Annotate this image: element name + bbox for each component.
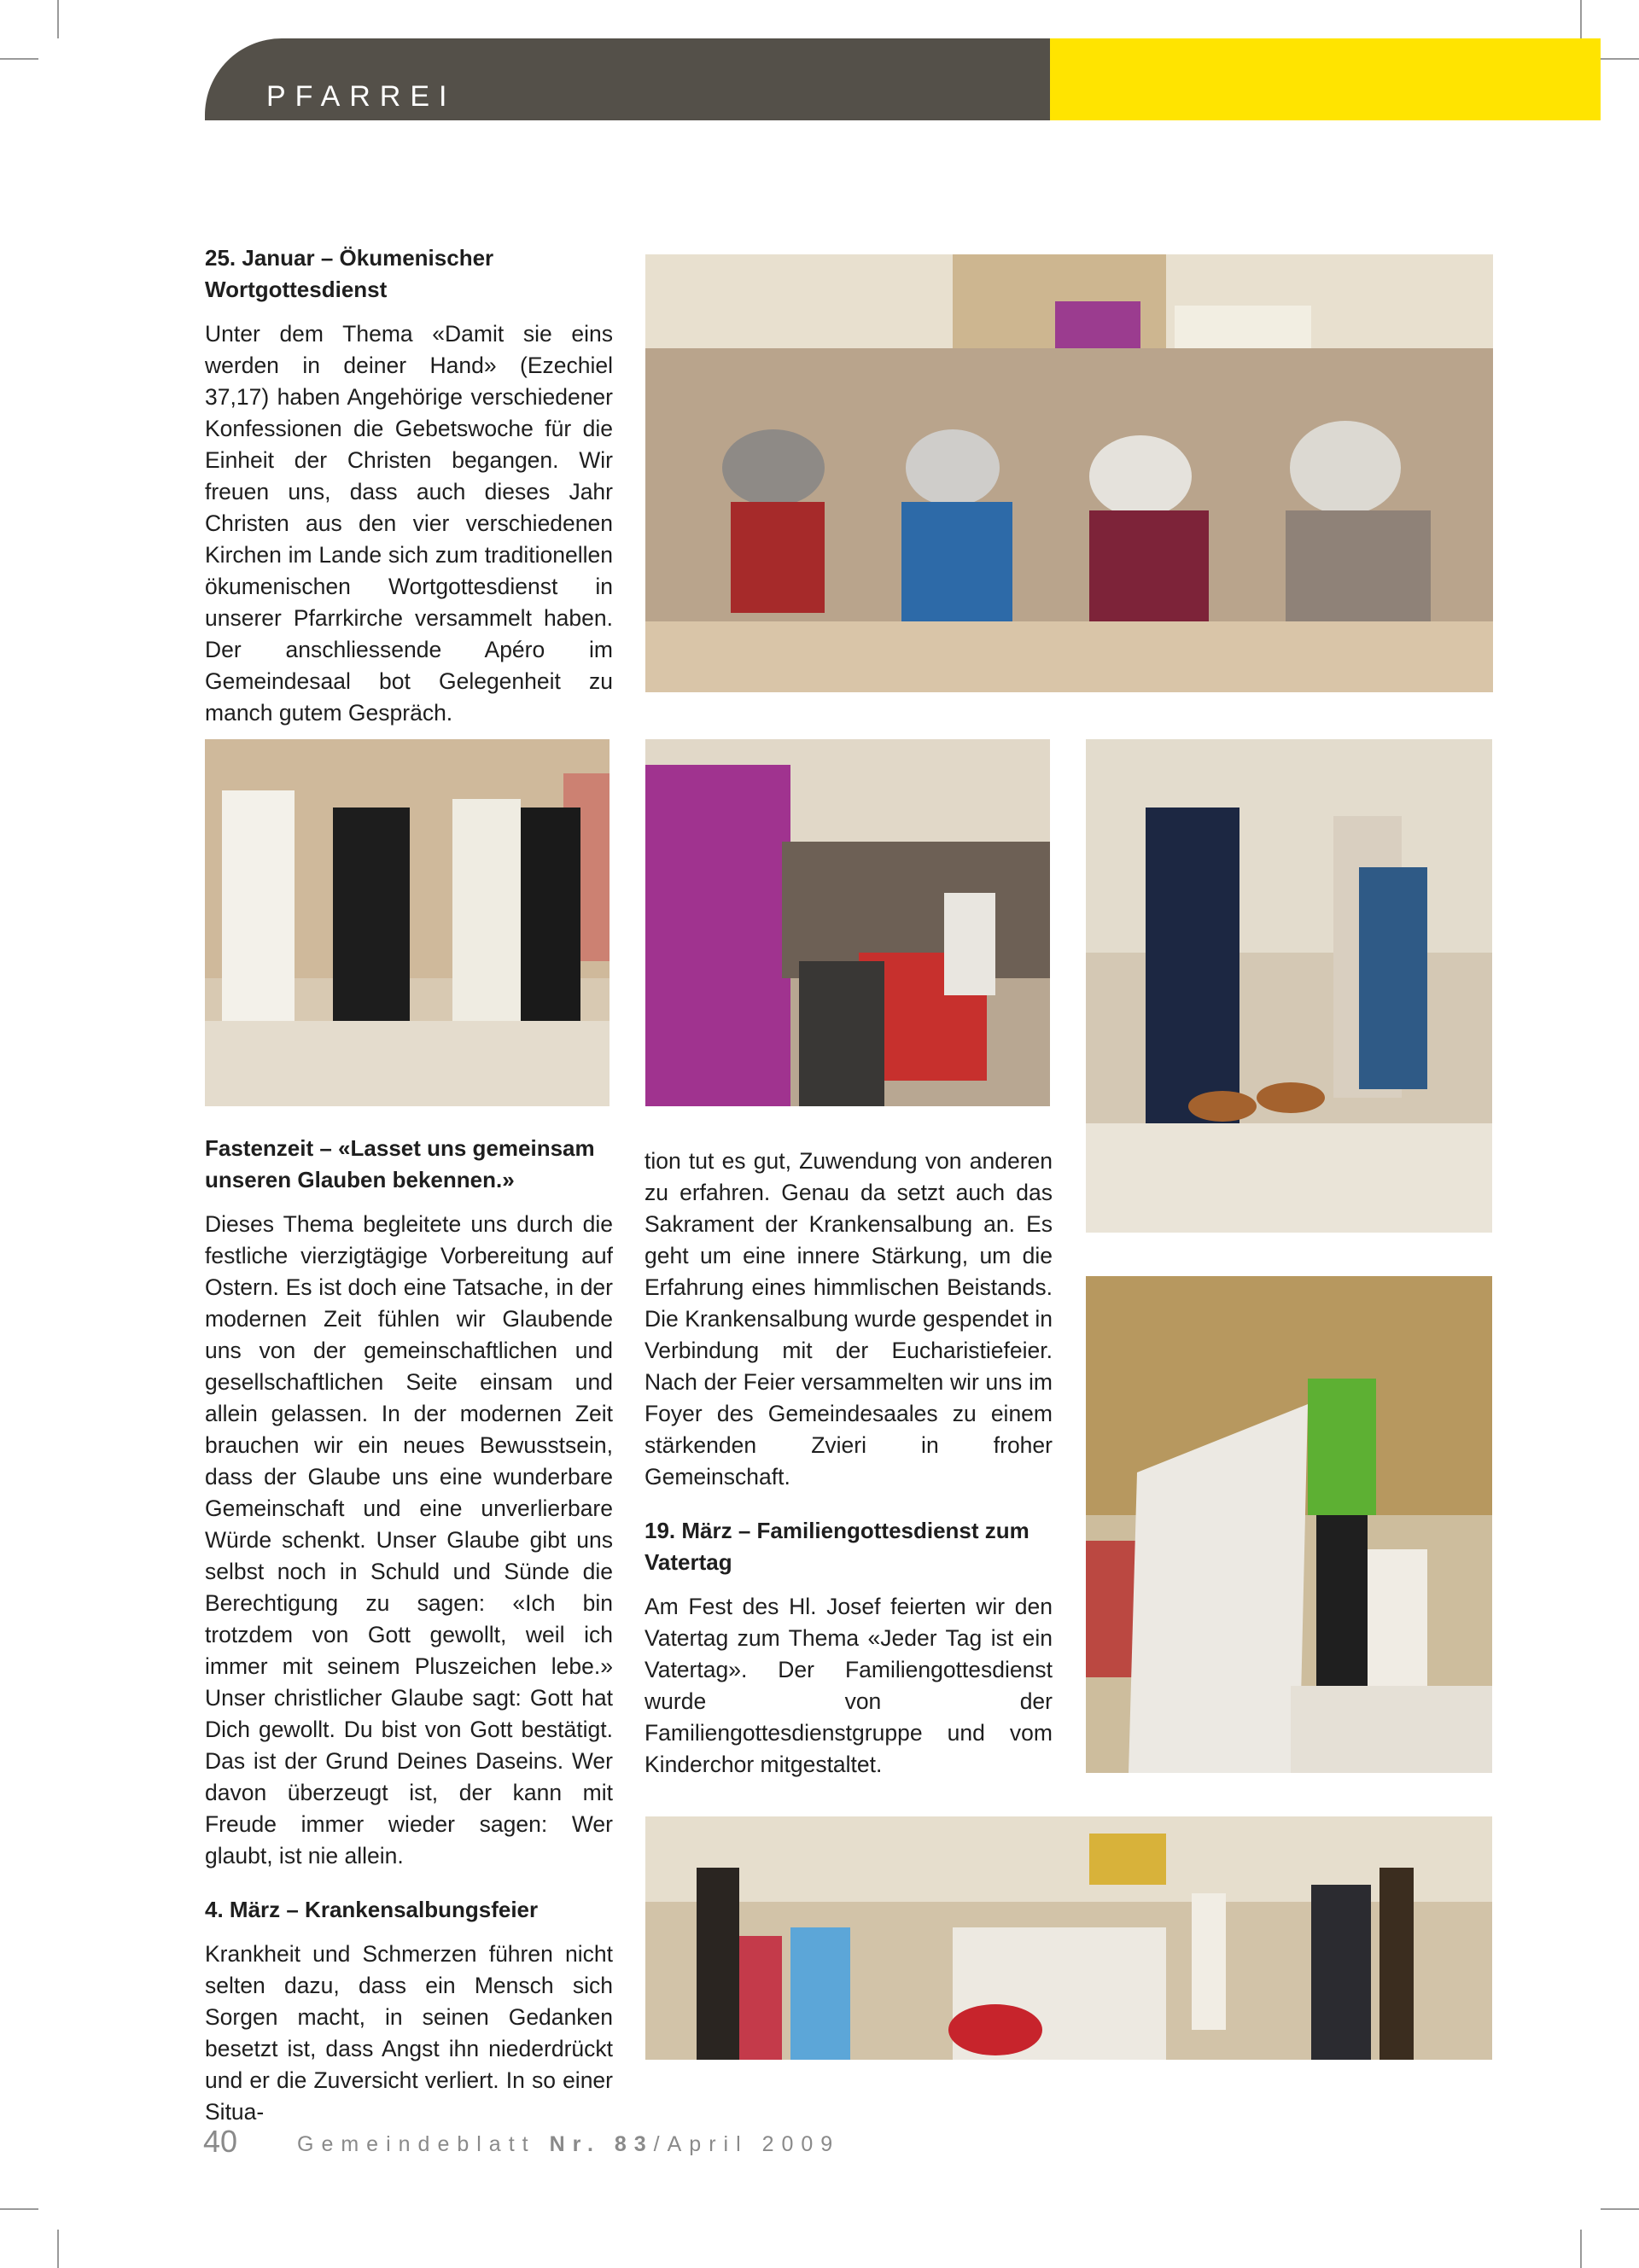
crop-mark xyxy=(57,2230,59,2268)
article-title: Fastenzeit – «Lasset uns gemeinsam unseren Glauben bekennen.» xyxy=(205,1135,595,1192)
article-body: Krankheit und Schmerzen führen nicht selten dazu, dass ein Mensch sich Sorgen macht, in seinen Gedanken besetzt ist, dass Angst ihn niederdrückt und er die Zuversicht verliert. In so einer Situa- xyxy=(205,1941,613,2125)
crop-mark xyxy=(0,58,38,60)
photo-readers xyxy=(1086,739,1492,1233)
article-body: Unter dem Thema «Damit sie eins werden in deiner Hand» (Ezechiel 37,17) haben Angehörige verschiedener Konfessionen die Gebetswoche für die Einheit der Christen begangen. Wir freuen uns, dass auch dieses Jahr Christen aus den vier verschiedenen Kirchen im Lande sich zum traditionellen ökumenischen Wortgottesdienst in unserer Pfarrkirche versammelt haben. Der anschliessende Apéro im Gemeindesaal bot Gelegenheit zu manch gutem Gespräch. xyxy=(205,321,613,726)
publication-footer xyxy=(297,2132,840,2157)
article-fastenzeit xyxy=(205,1133,613,2128)
issue-number: Nr. 83 xyxy=(549,2132,654,2156)
crop-mark xyxy=(57,0,59,38)
section-title: PFARREI xyxy=(266,80,457,113)
article-title: 19. März – Familiengottesdienst zum Vatertag xyxy=(645,1518,1029,1575)
article-krankensalbung-cont xyxy=(645,1146,1053,1781)
article-title: 25. Januar – Ökumenischer Wortgottesdienst xyxy=(205,245,494,302)
article-body: Am Fest des Hl. Josef feierten wir den Vatertag zum Thema «Jeder Tag ist ein Vatertag». Der Familiengottesdienst wurde von der Familiengottesdienstgruppe und vom Kinderchor mitgestaltet. xyxy=(645,1594,1053,1777)
crop-mark xyxy=(1580,0,1582,38)
photo-congregation xyxy=(645,254,1493,692)
crop-mark xyxy=(1580,2230,1582,2268)
photo-anointing xyxy=(645,739,1050,1106)
section-header-accent xyxy=(1050,38,1601,120)
issue-date: /April 2009 xyxy=(653,2132,841,2156)
publication-name: Gemeindeblatt xyxy=(297,2132,536,2156)
article-body: Dieses Thema begleitete uns durch die festliche vierzigtägige Vorbereitung auf Ostern. Es ist doch eine Tatsache, in der modernen Zeit fühlen wir Glaubende uns von der gemeinschaftlichen und gesellschaftlichen Seite einsam und allein gelassen. In der modernen Zeit brauchen wir ein neues Bewusstsein, dass der Glaube uns eine wunderbare Gemeinschaft und eine unverlierbare Würde schenkt. Unser Glaube gibt uns selbst noch in Schuld und Sünde die Berechtigung zu sagen: «Ich bin trotzdem von Gott gewollt, weil ich immer mit seinem Pluszeichen lebe.» Unser christlicher Glaube sagt: Gott hat Dich gewollt. Du bist von Gott bestätigt. Das ist der Grund Deines Daseins. Wer davon überzeugt ist, der kann mit Freude immer wieder sagen: Wer glaubt, ist nie allein. xyxy=(205,1211,613,1869)
crop-mark xyxy=(1601,2208,1639,2210)
photo-children-altar xyxy=(645,1816,1492,2060)
page-number: 40 xyxy=(203,2124,238,2159)
crop-mark xyxy=(1601,58,1639,60)
article-title: 4. März – Krankensalbungsfeier xyxy=(205,1897,539,1922)
crop-mark xyxy=(0,2208,38,2210)
photo-boy-ambo xyxy=(1086,1276,1492,1773)
article-body-continued: tion tut es gut, Zuwendung von anderen zu erfahren. Genau da setzt auch das Sakrament der Krankensalbung an. Es geht um eine innere Stärkung, um die Erfahrung eines himmlischen Beistands. Die Krankensalbung wurde gespendet in Verbindung mit der Eucharistiefeier. Nach der Feier versammelten wir uns im Foyer des Gemeindesaales zu einem stärkenden Zvieri in froher Gemeinschaft. xyxy=(645,1148,1053,1490)
photo-clergy xyxy=(205,739,610,1106)
article-oekumene xyxy=(205,242,613,729)
